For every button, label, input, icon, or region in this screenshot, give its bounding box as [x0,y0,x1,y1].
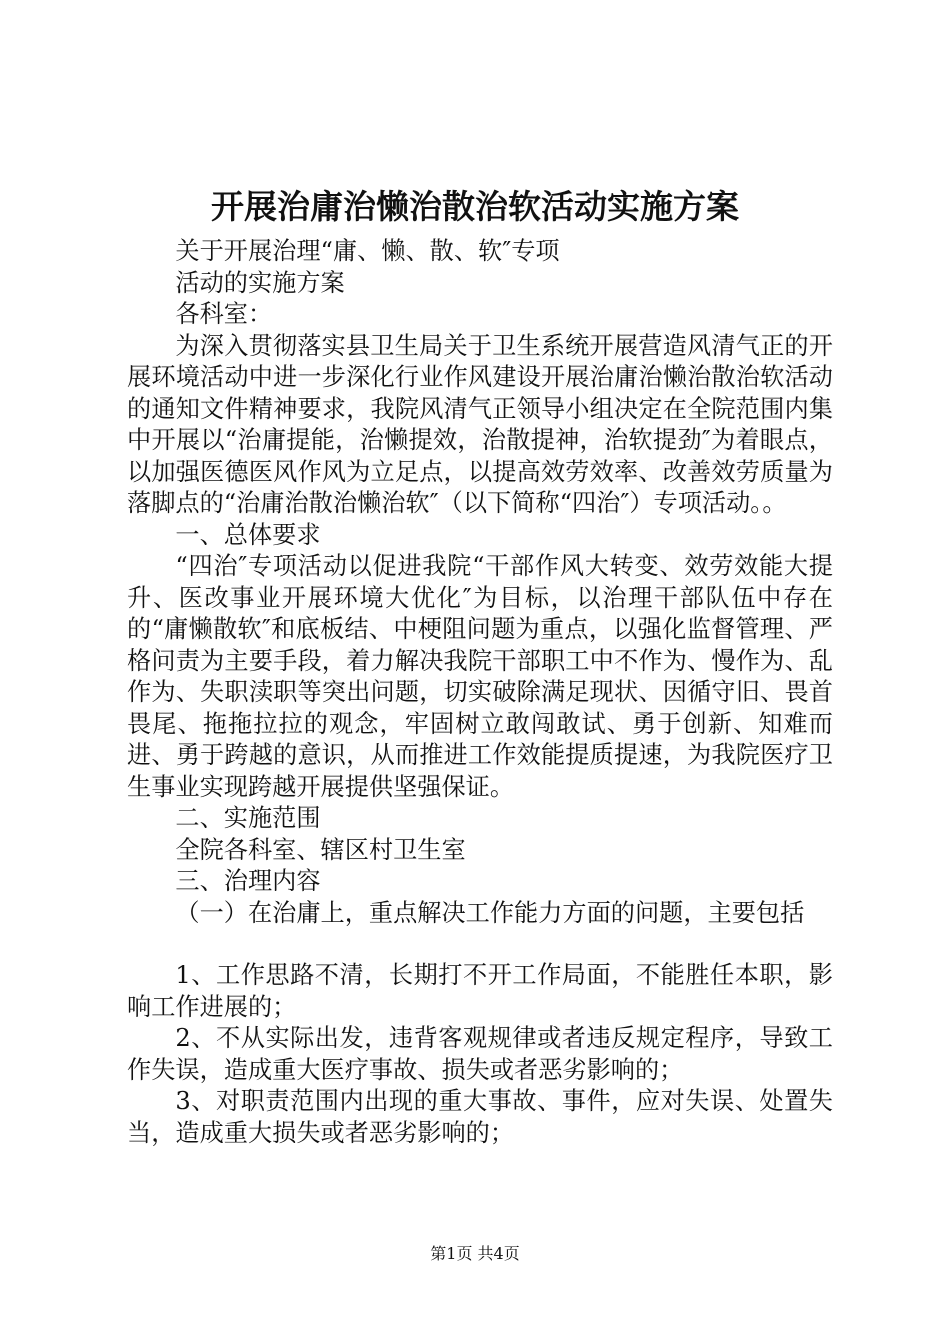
list-item: 2、不从实际出发，违背客观规律或者违反规定程序，导致工作失误，造成重大医疗事故、损失或者恶劣影响的； [127,1024,833,1084]
subject-line-1: 关于开展治理“庸、懒、散、软″专项 [175,237,560,265]
subsection-heading-1: （一）在治庸上，重点解决工作能力方面的问题，主要包括 [175,898,805,927]
page-number-footer: 第1页 共4页 [430,1244,520,1263]
list-item: 3、对职责范围内出现的重大事故、事件，应对失误、处置失当，造成重大损失或者恶劣影响的； [127,1087,833,1147]
document-body [127,236,833,1149]
list-item: 1、工作思路不清，长期打不开工作局面，不能胜任本职，影响工作进展的； [127,961,833,1021]
section-heading-1: 一、总体要求 [175,520,321,549]
blank-line [127,929,833,960]
requirements-paragraph: “四治″专项活动以促进我院“干部作风大转变、效劳效能大提升、医改事业开展环境大优化″为目标，以治理干部队伍中存在的“庸懒散软″和底板结、中梗阻问题为重点，以强化监督管理、严格问责为主要手段，着力解决我院干部职工中不作为、慢作为、乱作为、失职渎职等突出问题，切实破除满足现状、因循守旧、畏首畏尾、拖拖拉拉的观念，牢固树立敢闯敢试、勇于创新、知难而进、勇于跨越的意识，从而推进工作效能提质提速，为我院医疗卫生事业实现跨越开展提供坚强保证。 [127,552,833,801]
intro-paragraph: 为深入贯彻落实县卫生局关于卫生系统开展营造风清气正的开展环境活动中进一步深化行业作风建设开展治庸治懒治散治软活动的通知文件精神要求，我院风清气正领导小组决定在全院范围内集中开展以“治庸提能，治懒提效，治散提神，治软提劲″为着眼点，以加强医德医风作风为立足点，以提高效劳效率、改善效劳质量为落脚点的“治庸治散治懒治软″（以下简称“四治″）专项活动。。 [127,331,833,517]
subject-line-2: 活动的实施方案 [175,268,345,297]
salutation: 各科室： [175,300,273,328]
scope-paragraph: 全院各科室、辖区村卫生室 [175,835,466,864]
section-heading-3: 三、治理内容 [175,867,321,895]
document-title: 开展治庸治懒治散治软活动实施方案 [211,187,739,226]
section-heading-2: 二、实施范围 [175,804,321,832]
